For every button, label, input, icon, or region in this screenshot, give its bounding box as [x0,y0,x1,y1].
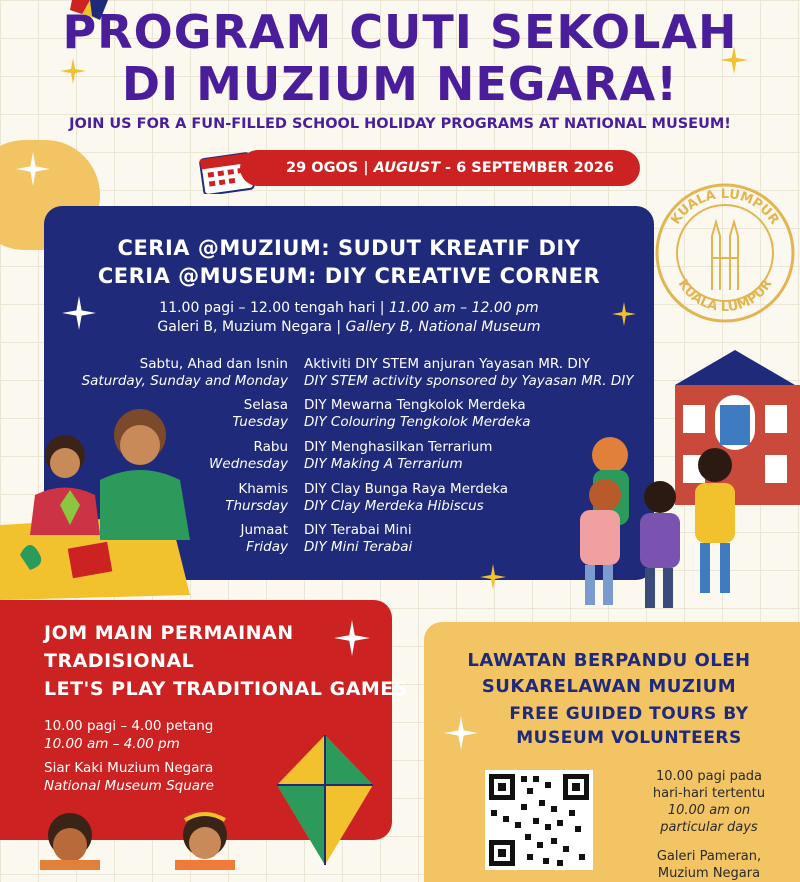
diy-time [44,300,654,316]
activity-en: DIY Colouring Tengkolok Merdeka [304,414,531,430]
sparkle-icon [62,296,96,330]
games-time-ms: 10.00 pagi – 4.00 petang [44,718,214,734]
tours-venue-ms-2: Muzium Negara [657,866,761,881]
day-ms: Sabtu, Ahad dan Isnin [139,356,288,372]
sparkle-icon [720,46,748,74]
date-suffix: - 6 SEPTEMBER 2026 [440,160,614,176]
day-en: Thursday [225,498,288,514]
games-heading-en: LET'S PLAY TRADITIONAL GAMES [44,678,408,700]
kids-walking-illustration [565,425,800,615]
sparkle-icon [444,716,478,750]
tours-time-en-1: 10.00 am on [667,803,751,818]
games-time-en: 10.00 am – 4.00 pm [44,736,180,752]
page-subtitle: JOIN US FOR A FUN-FILLED SCHOOL HOLIDAY PROGRAMS AT NATIONAL MUSEUM! [69,116,731,132]
activity-en: DIY Mini Terabai [304,539,413,555]
date-banner [240,150,640,186]
kite-illustration [275,735,375,870]
games-heading-ms-2: TRADISIONAL [44,650,195,672]
activity-ms: DIY Clay Bunga Raya Merdeka [304,481,509,497]
games-venue-en: National Museum Square [44,778,214,794]
day-ms: Selasa [243,397,288,413]
tours-heading-ms-1: LAWATAN BERPANDU OLEH [467,650,751,671]
activity-ms: DIY Terabai Mini [304,522,412,538]
kuala-lumpur-stamp [650,178,800,328]
date-month-en: AUGUST [373,160,440,176]
diy-venue [44,319,654,335]
diy-time-en: 11.00 am – 12.00 pm [388,300,539,316]
diy-time-ms: 11.00 pagi – 12.00 tengah hari | [159,300,389,316]
activity-en: DIY Making A Terrarium [304,456,463,472]
diy-heading-ms: CERIA @MUZIUM: SUDUT KREATIF DIY [117,236,581,260]
day-en: Tuesday [232,414,288,430]
games-heading-ms-1: JOM MAIN PERMAINAN [44,622,294,644]
diy-venue-ms: Galeri B, Muzium Negara | [157,319,346,335]
kids-crafting-illustration [0,405,200,600]
activity-en: DIY Clay Merdeka Hibiscus [304,498,484,514]
diy-venue-en: Gallery B, National Museum [345,319,541,335]
tours-venue-ms-1: Galeri Pameran, [656,849,762,864]
activity-ms: DIY Mewarna Tengkolok Merdeka [304,397,526,413]
tours-time-en-2: particular days [660,820,758,835]
svg-text:KUALA LUMPUR [668,187,781,227]
day-ms: Jumaat [240,522,288,538]
sparkle-icon [480,564,506,590]
guided-tours-panel [424,622,800,882]
kids-playing-illustration [30,805,260,870]
qr-code[interactable] [485,770,593,870]
sparkle-icon [612,302,636,326]
tours-heading-en-2: MUSEUM VOLUNTEERS [516,728,742,748]
date-prefix: 29 OGOS | [286,160,374,176]
tours-heading-en-1: FREE GUIDED TOURS BY [509,704,749,724]
page-title [0,6,800,110]
day-en: Saturday, Sunday and Monday [81,373,288,389]
stamp-top-text: KUALA LUMPUR [668,186,782,228]
tours-heading-ms-2: SUKARELAWAN MUZIUM [481,676,737,697]
stamp-bottom-text: KUALA LUMPUR [674,276,776,316]
title-line-2: DI MUZIUM NEGARA! [121,57,679,111]
sparkle-icon [334,620,370,656]
svg-text:KUALA LUMPUR [675,277,776,315]
day-ms: Rabu [253,439,288,455]
tours-time-ms-1: 10.00 pagi pada [656,769,762,784]
day-ms: Khamis [238,481,288,497]
diy-heading-en: CERIA @MUSEUM: DIY CREATIVE CORNER [97,264,601,288]
sparkle-icon [16,152,50,186]
sparkle-icon [60,58,86,84]
tours-time-ms-2: hari-hari tertentu [652,786,766,801]
title-line-1: PROGRAM CUTI SEKOLAH [62,5,738,59]
day-en: Wednesday [209,456,288,472]
activity-ms: DIY Menghasilkan Terrarium [304,439,493,455]
activity-en: DIY STEM activity sponsored by Yayasan MR. DIY [304,373,634,389]
games-venue-ms: Siar Kaki Muzium Negara [44,760,214,776]
activity-ms: Aktiviti DIY STEM anjuran Yayasan MR. DIY [304,356,591,372]
day-en: Friday [246,539,288,555]
